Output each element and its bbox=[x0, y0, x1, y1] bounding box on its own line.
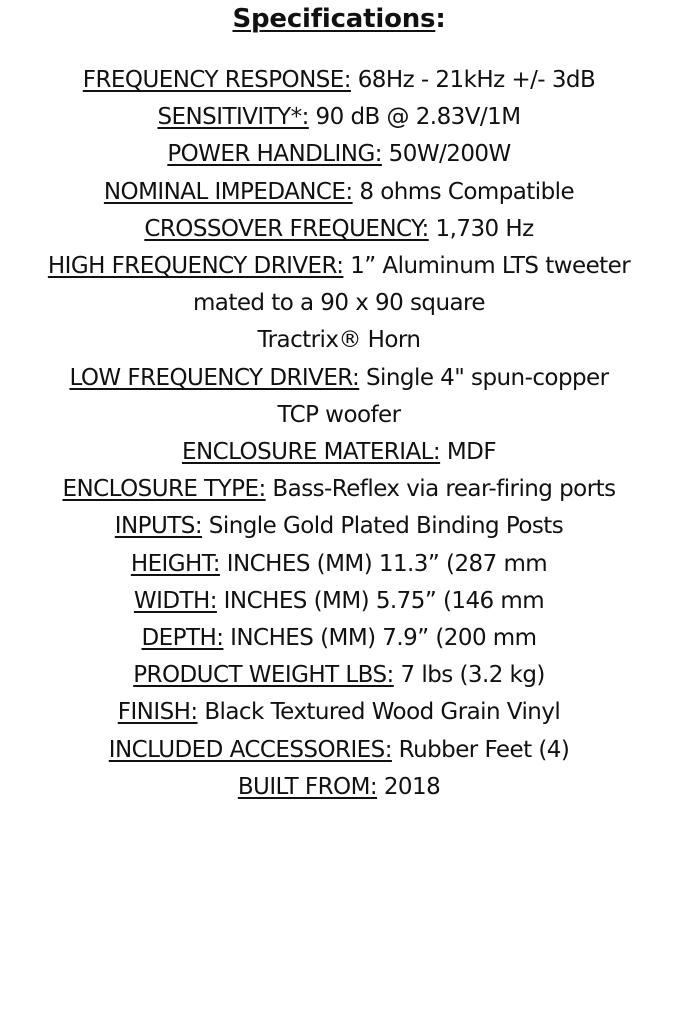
spec-label: SENSITIVITY*: bbox=[157, 104, 309, 131]
spec-value: 50W/200W bbox=[381, 141, 511, 168]
title-text: Specifications bbox=[232, 4, 436, 34]
spec-row bbox=[0, 583, 678, 620]
spec-value: 2018 bbox=[377, 773, 441, 800]
spec-value: 68Hz - 21kHz +/- 3dB bbox=[350, 67, 596, 93]
spec-row bbox=[0, 620, 678, 657]
spec-value: Bass-Reflex via rear-firing ports bbox=[265, 476, 616, 503]
spec-row bbox=[0, 248, 678, 285]
spec-row bbox=[0, 732, 678, 769]
spec-value: Single 4" spun-copper bbox=[359, 364, 609, 391]
spec-row bbox=[0, 508, 678, 545]
spec-label: FINISH: bbox=[117, 699, 198, 726]
spec-value: 90 dB @ 2.83V/1M bbox=[308, 104, 521, 131]
spec-row bbox=[0, 769, 678, 806]
spec-row bbox=[0, 694, 678, 731]
spec-row bbox=[0, 211, 678, 248]
spec-row bbox=[0, 360, 678, 397]
spec-row bbox=[0, 434, 678, 471]
spec-label: ENCLOSURE TYPE: bbox=[62, 476, 266, 503]
spec-label: INCLUDED ACCESSORIES: bbox=[108, 736, 392, 763]
spec-value: mated to a 90 x 90 square bbox=[192, 290, 486, 317]
spec-row bbox=[0, 657, 678, 694]
spec-label: HIGH FREQUENCY DRIVER: bbox=[47, 253, 344, 280]
title-colon: : bbox=[435, 4, 446, 34]
spec-value: Tractrix® Horn bbox=[257, 327, 421, 354]
spec-label: POWER HANDLING: bbox=[167, 141, 382, 168]
spec-row bbox=[0, 62, 678, 99]
spec-label: HEIGHT: bbox=[130, 550, 220, 577]
spec-row bbox=[0, 174, 678, 211]
spec-value: 8 ohms Compatible bbox=[352, 178, 575, 205]
spec-list bbox=[0, 62, 678, 806]
spec-value: INCHES (MM) 7.9” (200 mm bbox=[223, 625, 537, 652]
spec-row bbox=[0, 99, 678, 136]
spec-label: FREQUENCY RESPONSE: bbox=[82, 67, 351, 93]
spec-row bbox=[0, 546, 678, 583]
spec-value: INCHES (MM) 11.3” (287 mm bbox=[219, 550, 548, 577]
spec-value: 7 lbs (3.2 kg) bbox=[393, 662, 545, 689]
spec-value: Black Textured Wood Grain Vinyl bbox=[197, 699, 561, 726]
spec-label: ENCLOSURE MATERIAL: bbox=[181, 439, 441, 466]
spec-label: LOW FREQUENCY DRIVER: bbox=[69, 364, 360, 391]
spec-row bbox=[0, 471, 678, 508]
spec-label: NOMINAL IMPEDANCE: bbox=[103, 178, 353, 205]
spec-row-continuation bbox=[0, 285, 678, 322]
spec-value: TCP woofer bbox=[277, 401, 401, 428]
page-title bbox=[0, 0, 678, 36]
spec-value: MDF bbox=[440, 439, 497, 466]
spec-row-continuation bbox=[0, 322, 678, 359]
spec-value: Single Gold Plated Binding Posts bbox=[202, 513, 564, 540]
spec-label: CROSSOVER FREQUENCY: bbox=[144, 215, 429, 242]
spec-value: Rubber Feet (4) bbox=[391, 736, 570, 763]
spec-label: PRODUCT WEIGHT LBS: bbox=[133, 662, 394, 689]
spec-label: BUILT FROM: bbox=[237, 773, 378, 800]
spec-label: DEPTH: bbox=[141, 625, 224, 652]
spec-label: INPUTS: bbox=[114, 513, 203, 540]
spec-value: 1,730 Hz bbox=[428, 215, 534, 242]
spec-value: 1” Aluminum LTS tweeter bbox=[343, 253, 631, 280]
spec-row-continuation bbox=[0, 397, 678, 434]
spec-label: WIDTH: bbox=[133, 587, 217, 614]
spec-value: INCHES (MM) 5.75” (146 mm bbox=[216, 587, 545, 614]
spec-row bbox=[0, 136, 678, 173]
